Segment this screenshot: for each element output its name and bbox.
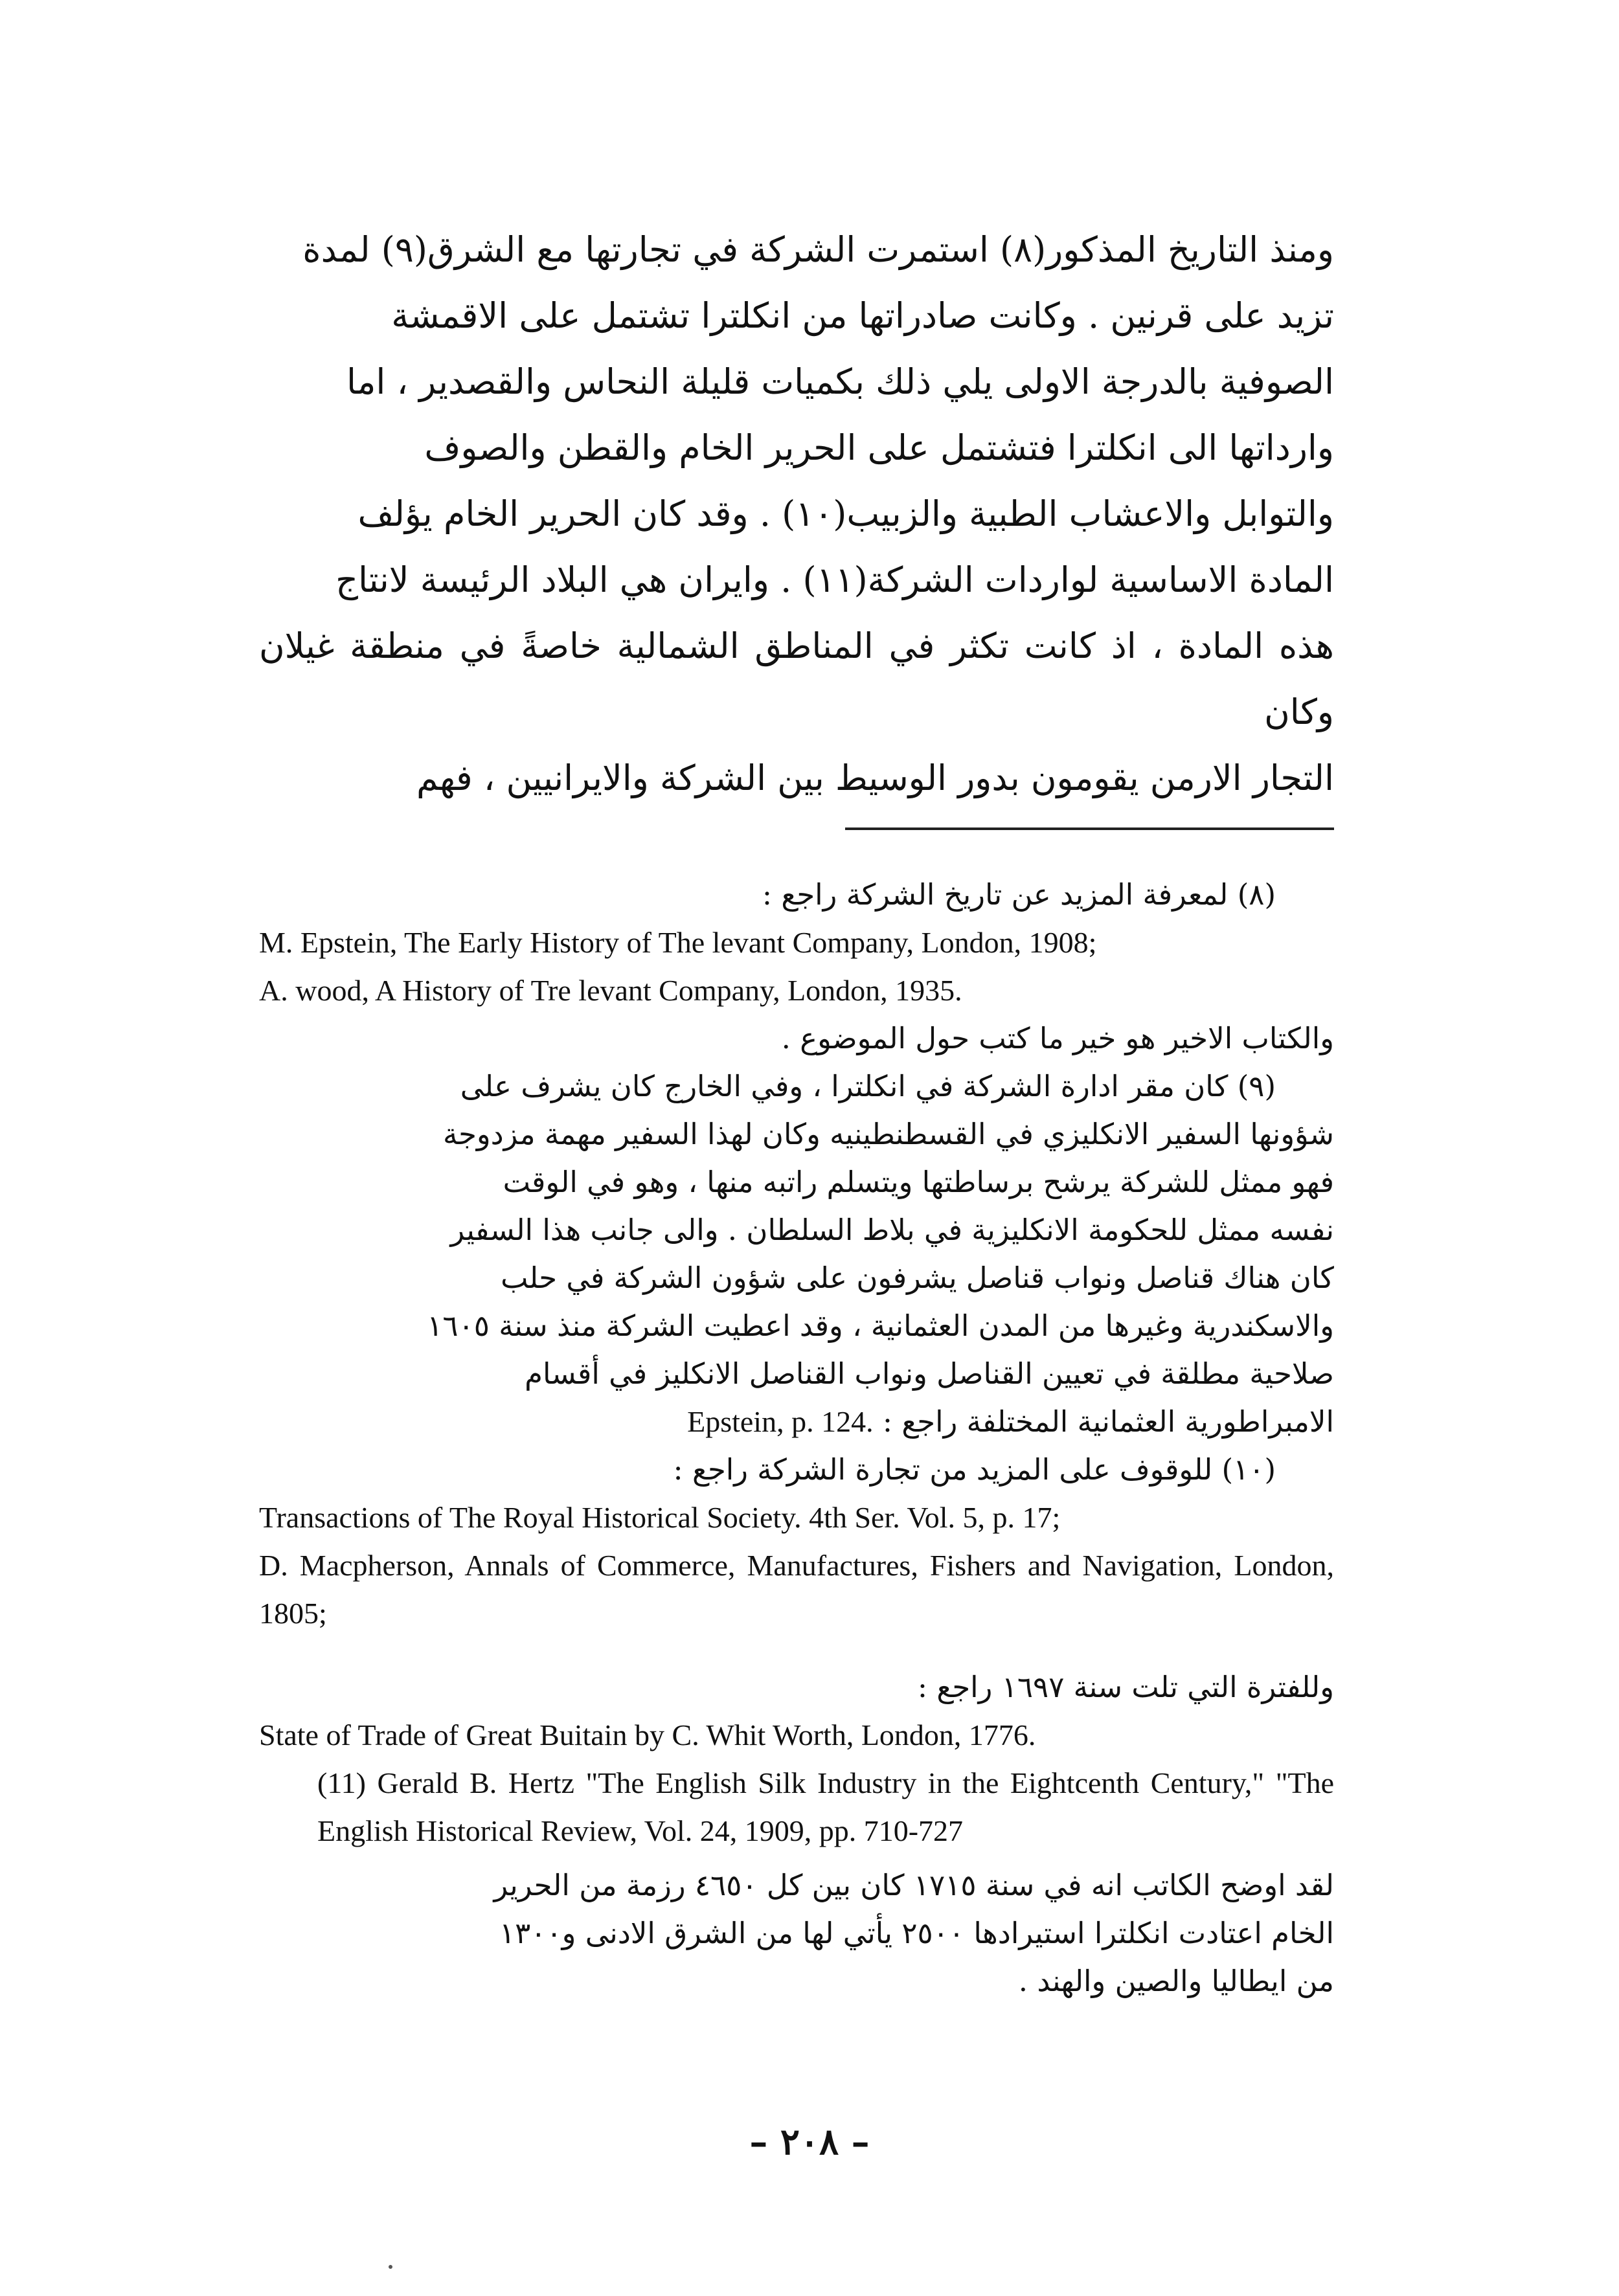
body-line: وارداتها الى انكلترا فتشتمل على الحرير الخام والقطن والصوف <box>424 427 1334 468</box>
footnote-separator <box>845 827 1334 830</box>
footnote-9-line: فهو ممثل للشركة يرشح برساطتها ويتسلم راتبه منها ، وهو في الوقت <box>503 1165 1334 1199</box>
footnote-10-reference: D. Macpherson, Annals of Commerce, Manufactures, Fishers and Navigation, London, 1805; <box>259 1549 1334 1630</box>
page-number: – ٢٠٨ – <box>749 2121 870 2163</box>
footnote-10-reference: State of Trade of Great Buitain by C. Whit Worth, London, 1776. <box>259 1718 1036 1751</box>
footnote-8-comment: والكتاب الاخير هو خير ما كتب حول الموضوع . <box>781 1021 1334 1055</box>
body-line: ومنذ التاريخ المذكور(٨) استمرت الشركة في تجارتها مع الشرق(٩) لمدة <box>302 229 1334 270</box>
footnote-11-line: لقد اوضح الكاتب انه في سنة ١٧١٥ كان بين كل ٤٦٥٠ رزمة من الحرير <box>493 1868 1334 1902</box>
footnote-9-last-ref: Epstein, p. 124. <box>687 1405 874 1438</box>
footnote-9-last-arabic: الامبراطورية العثمانية المختلفة راجع : <box>882 1404 1334 1439</box>
footnote-9-line: صلاحية مطلقة في تعيين القناصل ونواب القناصل الانكليز في أقسام <box>525 1356 1334 1391</box>
body-line: المادة الاساسية لواردات الشركة(١١) . وايران هي البلاد الرئيسة لانتاج <box>335 559 1334 600</box>
footnote-10-period: وللفترة التي تلت سنة ١٦٩٧ راجع : <box>917 1670 1334 1704</box>
footnote-9-line: كان هناك قناصل ونواب قناصل يشرفون على شؤون الشركة في حلب <box>501 1261 1334 1295</box>
body-line: الصوفية بالدرجة الاولى يلي ذلك بكميات قليلة النحاس والقصدير ، اما <box>346 361 1334 402</box>
footnote-9-line: نفسه ممثل للحكومة الانكليزية في بلاط السلطان . والى جانب هذا السفير <box>450 1213 1334 1247</box>
footnote-11-reference: (11) Gerald B. Hertz "The English Silk Industry in the Eightcenth Century," "The English Historical Review, Vol. 24, 1909, pp. 710-727 <box>317 1766 1334 1847</box>
footnote-9-line: شؤونها السفير الانكليزي في القسطنطينيه وكان لهذا السفير مهمة مزدوجة <box>442 1117 1334 1151</box>
footnote-9-line: (٩) كان مقر ادارة الشركة في انكلترا ، وفي الخارج كان يشرف على <box>460 1069 1276 1103</box>
spacer <box>259 1638 1334 1663</box>
scan-speck <box>389 2265 392 2269</box>
footnote-8-heading: (٨) لمعرفة المزيد عن تاريخ الشركة راجع : <box>762 877 1276 912</box>
footnote-9-line: والاسكندرية وغيرها من المدن العثمانية ، وقد اعطيت الشركة منذ سنة ١٦٠٥ <box>427 1309 1334 1343</box>
footnote-8-reference: M. Epstein, The Early History of The levant Company, London, 1908; <box>259 926 1097 959</box>
footnote-11-line: الخام اعتادت انكلترا استيرادها ٢٥٠٠ يأتي لها من الشرق الادنى و١٣٠٠ <box>499 1916 1334 1950</box>
footnote-11-line: من ايطاليا والصين والهند . <box>1018 1964 1334 1998</box>
body-line: التجار الارمن يقومون بدور الوسيط بين الشركة والايرانيين ، فهم <box>416 758 1334 798</box>
footnote-10-heading: (١٠) للوقوف على المزيد من تجارة الشركة راجع : <box>673 1452 1276 1487</box>
footnote-10-reference: Transactions of The Royal Historical Society. 4th Ser. Vol. 5, p. 17; <box>259 1501 1061 1534</box>
body-line: تزيد على قرنين . وكانت صادراتها من انكلترا تشتمل على الاقمشة <box>391 295 1334 336</box>
main-text <box>259 217 1334 811</box>
body-line: والتوابل والاعشاب الطبية والزبيب(١٠) . وقد كان الحرير الخام يؤلف <box>357 493 1334 534</box>
spacer <box>259 1855 1334 1862</box>
footnotes <box>259 871 1334 2005</box>
body-line: هذه المادة ، اذ كانت تكثر في المناطق الشمالية خاصةً في منطقة غيلان وكان <box>259 625 1334 732</box>
footnote-9-last-line <box>259 1398 1334 1446</box>
footnote-8-reference: A. wood, A History of Tre levant Company, London, 1935. <box>259 974 962 1007</box>
